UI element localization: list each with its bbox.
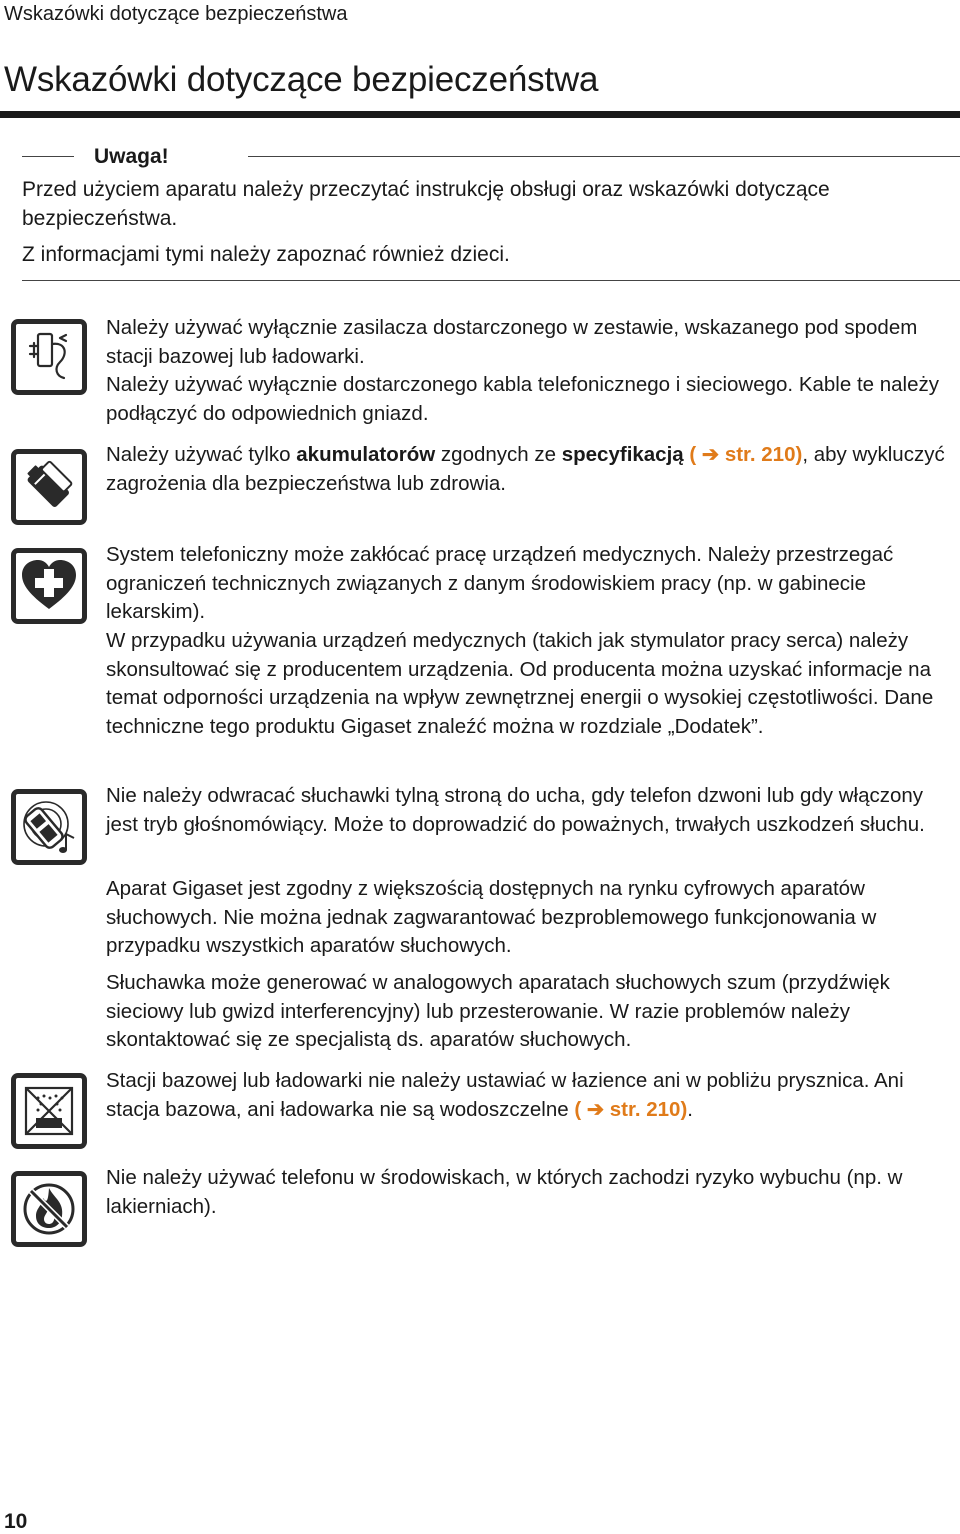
battery-text-part: Należy używać tylko	[106, 443, 297, 466]
hearing-text-1: Nie należy odwracać słuchawki tylną stroną do ucha, gdy telefon dzwoni lub gdy włączony jest tryb głośnomówiący. Może to doprowadzić do poważnych, trwałych uszkodzeń słuchu.	[106, 784, 925, 836]
notice-rule-bottom	[22, 280, 960, 281]
power-text-1: Należy używać wyłącznie zasilacza dostarczonego w zestawie, wskazanego pod spodem stacji bazowej lub ładowarki.	[106, 316, 918, 368]
battery-bold-accumulators: akumulatorów	[296, 443, 436, 466]
notice-rule-right	[248, 156, 960, 157]
no-shower-icon	[11, 1073, 87, 1149]
battery-text-part: zgodnych ze	[435, 443, 562, 466]
medical-heart-icon	[11, 548, 87, 624]
notice-text: Przed użyciem aparatu należy przeczytać instrukcję obsługi oraz wskazówki dotyczące bezpieczeństwa.	[22, 178, 830, 230]
arrow-right-icon: ➔	[586, 1097, 605, 1121]
arrow-right-icon: ➔	[701, 443, 720, 466]
page-title: Wskazówki dotyczące bezpieczeństwa	[4, 60, 599, 99]
running-header: Wskazówki dotyczące bezpieczeństwa	[4, 3, 348, 25]
battery-bold-spec: specyfikacją	[561, 443, 684, 466]
notice-rule-left	[22, 156, 74, 157]
page-number: 10	[4, 1510, 28, 1533]
explosion-text: Nie należy używać telefonu w środowiskach, w których zachodzi ryzyko wybuchu (np. w lakierniach).	[106, 1166, 903, 1218]
water-text-part: Stacji bazowej lub ładowarki nie należy ustawiać w łazience ani w pobliżu prysznica. Ani stacja bazowa, ani ładowarka nie są wodoszczelne	[106, 1069, 904, 1121]
notice-text-children: Z informacjami tymi należy zapoznać również dzieci.	[22, 243, 510, 266]
page-reference-link[interactable]: ( ➔ str. 210)	[689, 443, 803, 466]
no-fire-icon	[11, 1171, 87, 1247]
hearing-text-3: Słuchawka może generować w analogowych aparatach słuchowych szum (przydźwięk sieciowy lub gwizd interferencyjny) lub przesterowanie. W razie problemów należy skontaktować się ze specjalistą ds. aparatów słuchowych.	[106, 971, 890, 1052]
battery-text	[106, 441, 956, 498]
power-adapter-icon	[11, 319, 87, 395]
page-reference-link[interactable]: ( ➔ str. 210)	[574, 1097, 688, 1121]
water-text-end: .	[687, 1097, 693, 1121]
power-text-2: Należy używać wyłącznie dostarczonego kabla telefonicznego i sieciowego. Kable te należy podłączyć do odpowiednich gniazd.	[106, 373, 939, 425]
medical-text-2: W przypadku używania urządzeń medycznych (takich jak stymulator pracy serca) należy skonsultować się z producentem urządzenia. Od producenta można uzyskać informacje na temat odporności urządzenia na wpływ zewnętrznej energii o wysokiej częstotliwości. Dane techniczne tego produktu Gigaset znaleźć można w rozdziale „Dodatek”.	[106, 629, 934, 739]
hearing-text-2: Aparat Gigaset jest zgodny z większością dostępnych na rynku cyfrowych aparatów słuchowych. Nie można jednak zagwarantować bezproblemowego funkcjonowania w przypadku wszystkich aparatów słuchowych.	[106, 877, 877, 958]
title-rule	[0, 111, 960, 118]
water-text	[106, 1067, 956, 1124]
battery-text-part: , aby wykluczyć zagrożenia dla bezpieczeństwa lub zdrowia.	[106, 443, 945, 495]
battery-icon	[11, 449, 87, 525]
notice-heading: Uwaga!	[94, 145, 169, 168]
medical-text-1: System telefoniczny może zakłócać pracę urządzeń medycznych. Należy przestrzegać ograniczeń technicznych związanych z danym środowiskiem pracy (np. w gabinecie lekarskim).	[106, 543, 894, 624]
handset-ringing-icon	[11, 789, 87, 865]
